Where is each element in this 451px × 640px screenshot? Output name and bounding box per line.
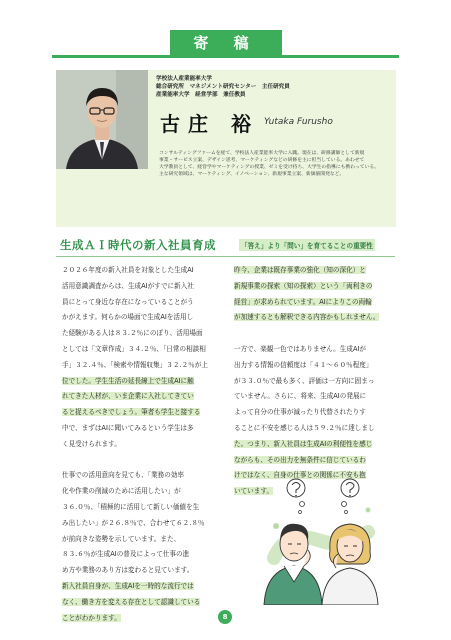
bio-line: コンサルティングファームを経て、学校法人産業能率大学に入職。現在は、研修講師として新規: [159, 151, 365, 156]
text-line-content: ながらも、その出力を無条件に信じているわ: [234, 455, 366, 464]
text-line-content: く見受けられます。: [62, 439, 121, 448]
article-column-left: [62, 263, 220, 626]
article-subtitle: 「答え」より「問い」を育てることの重要性: [239, 239, 375, 251]
text-line: [62, 579, 220, 595]
text-line-content: よって自分の仕事が減ったり代替されたりす: [234, 408, 366, 417]
text-line-content: 一方で、楽観一色ではありません。生成AIが: [234, 344, 366, 353]
text-line-content: ていません。さらに、将来、生成AIの発展に: [234, 392, 367, 401]
bio-line: 大学教員として、経営学やマーケティングの授業、ゼミを受け持ち、大学生の指導にも携わっている。: [159, 165, 379, 170]
author-bio: [159, 150, 391, 178]
header-rule: [52, 55, 399, 58]
text-line-content: た。つまり、新入社員は生成AIの利便性を感じ: [234, 439, 373, 448]
text-line-content: ８３.６％が生成AIの普及によって仕事の進: [62, 550, 190, 559]
text-line: [62, 516, 220, 532]
title-rule: [56, 256, 395, 257]
text-line: [62, 484, 220, 500]
text-line: [62, 532, 220, 548]
text-line: [62, 421, 220, 437]
thinking-people-illustration: [256, 470, 386, 605]
paragraph-gap: [62, 453, 220, 469]
text-line-content: 手」３２.４％、「検索や情報収集」３２.２％が上: [62, 360, 208, 369]
text-line: [62, 405, 220, 421]
text-line: [234, 389, 392, 405]
text-line-content: れてきた人材が、いま企業に入社してきてい: [62, 392, 194, 401]
text-line-content: かがえます。何らかの場面で生成AIを活用し: [62, 313, 194, 322]
text-line: [62, 326, 220, 342]
text-line: [234, 374, 392, 390]
text-line: [62, 547, 220, 563]
text-line-content: いています。: [234, 487, 274, 496]
text-line-content: 出力する情報の信頼度は「４１～６０％程度」: [234, 360, 373, 369]
affiliation-line-3: 産業能率大学 経営学部 兼任教員: [156, 92, 246, 98]
bio-line: 事業・サービス立案、デザイン思考、マーケティングなどの研修を主に担当している。あわせて: [159, 158, 365, 163]
text-line-content: 仕事での活用意向を見ても、「業務の効率: [62, 471, 184, 480]
text-line-content: 新規事業の探索（知の探索）という「両利きの: [234, 281, 373, 290]
section-tab: 寄 稿: [170, 30, 282, 56]
paragraph-gap: [234, 326, 392, 342]
text-line-content: 化や作業の削減のために活用したい」が: [62, 487, 181, 496]
article-title: 生成ＡＩ時代の新入社員育成: [60, 238, 216, 252]
text-line-content: 活用意識調査からは、生成AIがすでに新入社: [62, 281, 194, 290]
page-number: 8: [218, 610, 232, 624]
text-line: [234, 437, 392, 453]
text-line-content: が加速するとも解釈できる内容かもしれません。: [234, 313, 380, 322]
text-line-content: ３６.０％、「積極的に活用して新しい価値を生: [62, 502, 200, 511]
article-title-row: [60, 234, 390, 256]
text-line: [62, 389, 220, 405]
text-line-content: ことがわかります。: [62, 613, 121, 622]
text-line: [234, 358, 392, 374]
text-line: [62, 595, 220, 611]
text-line: [62, 611, 220, 627]
text-line-content: ると捉えるべきでしょう。筆者も学生と接する: [62, 408, 201, 417]
text-line: [62, 500, 220, 516]
text-line-content: 位でした。学生生活の延長線上で生成AIに触: [62, 376, 194, 385]
text-line-content: けではなく、自身の仕事との関係に不安も抱: [234, 471, 366, 480]
author-name-jp: 古庄 裕: [160, 112, 259, 136]
text-line-content: 昨今、企業は既存事業の強化（知の深化）と: [234, 266, 366, 274]
text-line: [234, 310, 392, 326]
text-line: [62, 263, 220, 279]
article-column-right: [234, 263, 392, 500]
text-line-content: ることに不安を感じる人は５９.２％に達しまし: [234, 423, 375, 432]
text-line: [234, 295, 392, 311]
text-line: [62, 358, 220, 374]
text-line-content: 経営」が求められています。AIによりこの両輪: [234, 297, 372, 306]
author-profile: [56, 70, 396, 227]
author-photo: [56, 70, 148, 169]
text-line-content: が前向きな姿勢を示しています。また、: [62, 534, 181, 543]
affiliation-line-1: 学校法人産業能率大学: [156, 76, 212, 82]
text-line: [62, 279, 220, 295]
text-line: [234, 279, 392, 295]
text-line: [62, 374, 220, 390]
text-line: [234, 453, 392, 469]
text-line-content: 新入社員自身が、生成AIを一時的な流行では: [62, 581, 194, 590]
text-line-content: ２０２６年度の新入社員を対象とした生成AI: [62, 266, 194, 274]
bio-line: 主な研究領域は、マーケティング、イノベーション、新規事業立案、新価値開発など。: [159, 172, 345, 177]
text-line-content: 中で、まずはAIに聞いてみるという学生は多: [62, 423, 194, 432]
text-line-content: としては「文章作成」３４.２％、「日常の相談相: [62, 344, 206, 353]
author-name-en: Yutaka Furusho: [264, 117, 333, 127]
text-line: [62, 295, 220, 311]
text-line: [62, 437, 220, 453]
text-line: [62, 342, 220, 358]
text-line-content: め方や業務のあり方は変わると見ています。: [62, 566, 194, 575]
text-line: [234, 342, 392, 358]
text-line: [62, 310, 220, 326]
text-line-content: なく、働き方を変える存在として認識している: [62, 597, 201, 606]
text-line: [62, 563, 220, 579]
text-line-content: み出したい」が２６.８％で、合わせて６２.８％: [62, 518, 205, 527]
text-line: [234, 263, 392, 279]
text-line: [62, 468, 220, 484]
text-line: [234, 421, 392, 437]
text-line-content: 員にとって身近な存在になっていることがう: [62, 297, 194, 306]
text-line: [234, 405, 392, 421]
text-line-content: が３３.０％で最も多く、評価は一方向に固まっ: [234, 376, 375, 385]
affiliation-line-2: 総合研究所 マネジメント研究センター 主任研究員: [156, 84, 290, 90]
text-line-content: た経験がある人は８３.２％にのぼり、活用場面: [62, 329, 203, 338]
